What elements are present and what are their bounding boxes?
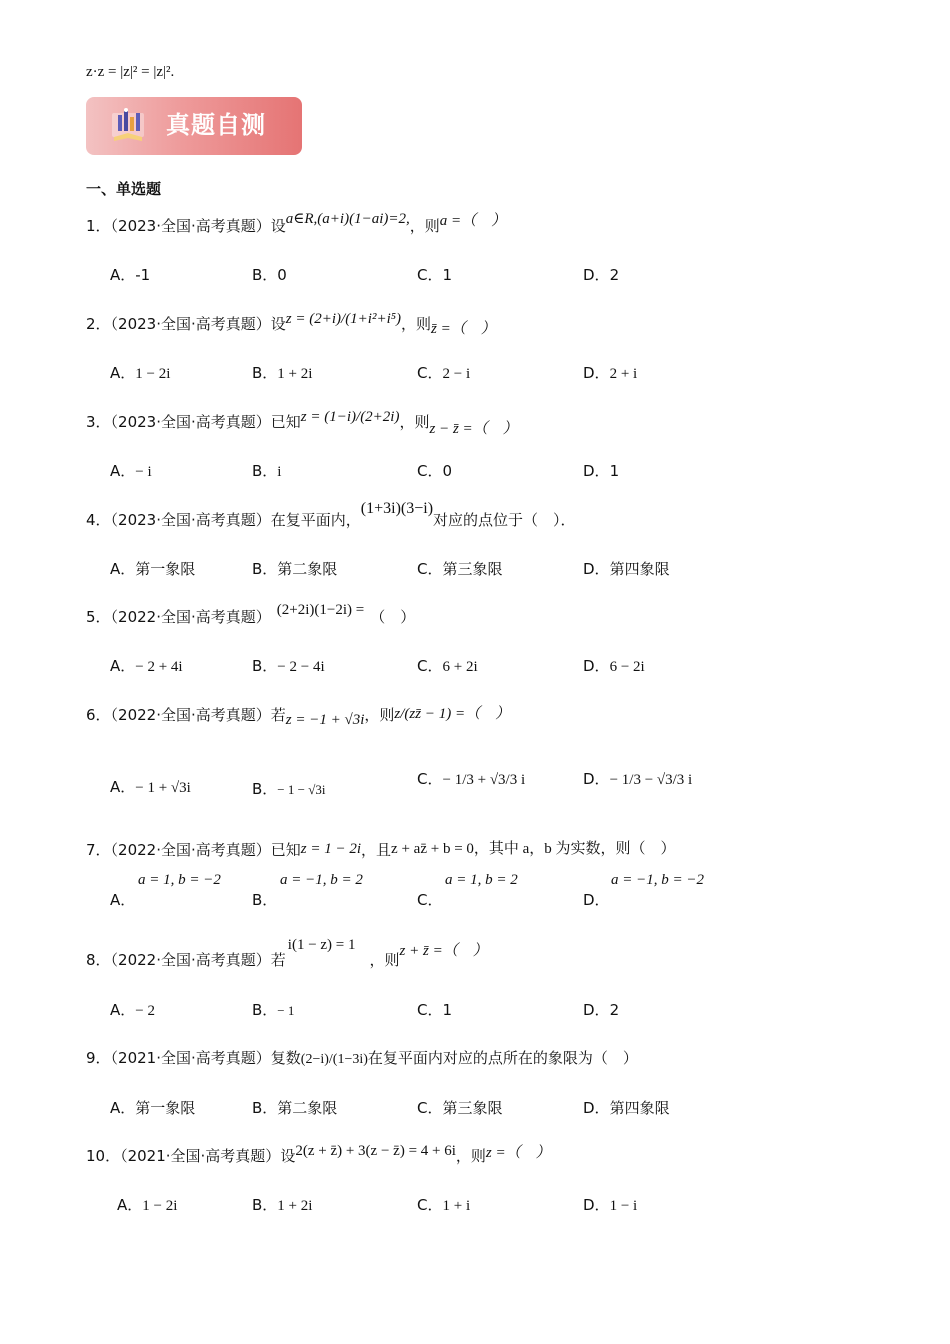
q-expr: 2(z + z̄) + 3(z − z̄) = 4 + 6i (295, 1143, 456, 1159)
option-c[interactable]: C．第三象限 (417, 1099, 503, 1117)
option-b[interactable]: B．1 + 2i (252, 1196, 313, 1214)
option-d[interactable]: D．1 (583, 462, 620, 480)
option-d[interactable]: D．6 − 2i (583, 657, 645, 675)
option-a[interactable]: A．第一象限 (110, 560, 196, 578)
option-a[interactable]: A．− 2 + 4i (110, 657, 183, 675)
option-c[interactable]: C．第三象限 (417, 560, 503, 578)
option-a[interactable]: A．− 1 + √3i (110, 778, 191, 796)
option-a[interactable]: A．1 − 2i (117, 1196, 178, 1214)
question-6: 6．（2022·全国·高考真题）若z = −1 + √3i，则z/(zz̄ − 1) =（ ） (86, 706, 511, 728)
option-a[interactable]: A．1 − 2i (110, 364, 171, 382)
question-3: 3．（2023·全国·高考真题）已知z = (1−i)/(2+2i)，则z − z̄ =（ ） (86, 409, 518, 437)
option-a[interactable]: A．第一象限 (110, 1099, 196, 1117)
q-expr: a∈R,(a+i)(1−ai)=2, (285, 211, 410, 227)
question-10: 10．（2021·全国·高考真题）设2(z + z̄) + 3(z − z̄) = 4 + 6i，则z =（ ） (86, 1143, 551, 1165)
option-c[interactable]: C．2 − i (417, 364, 471, 382)
option-b[interactable]: B．i (252, 462, 282, 480)
question-9: 9．（2021·全国·高考真题）复数(2−i)/(1−3i)在复平面内对应的点所在的象限为（ ） (86, 1049, 638, 1067)
q-expr: z = (1−i)/(2+2i) (300, 409, 400, 425)
option-a[interactable]: A．− i (110, 462, 152, 480)
option-d[interactable]: D．第四象限 (583, 1099, 670, 1117)
q-num: 1． (86, 217, 111, 235)
q-expr: i(1 − z) = 1 (287, 937, 356, 953)
option-c[interactable]: a = 1, b = 2 C． (417, 872, 518, 909)
option-c[interactable]: C．1 (417, 1001, 453, 1019)
q-expr: z = (2+i)/(1+i²+i⁵) (285, 311, 401, 327)
question-5: 5．（2022·全国·高考真题） (2+2i)(1−2i) = （ ） (86, 602, 416, 626)
question-7: 7．（2022·全国·高考真题）已知z = 1 − 2i，且z + az̄ + b = 0，其中 a，b 为实数，则（ ） (86, 841, 676, 859)
option-d[interactable]: D．2 (583, 1001, 620, 1019)
section-title: 一、单选题 (86, 180, 162, 198)
option-a[interactable]: a = 1, b = −2 A． (110, 872, 221, 909)
q-expr: (2−i)/(1−3i) (300, 1052, 368, 1067)
question-4: 4．（2023·全国·高考真题）在复平面内，(1+3i)(3−i)对应的点位于（ ）． (86, 500, 576, 529)
option-c[interactable]: C．6 + 2i (417, 657, 478, 675)
option-b[interactable]: B．− 1 (252, 1001, 295, 1019)
top-formula: z·z = |z|² = |z|². (86, 64, 175, 80)
question-1: 1．（2023·全国·高考真题）设a∈R,(a+i)(1−ai)=2,，则a =（ ） (86, 211, 507, 235)
option-a[interactable]: A．-1 (110, 266, 151, 284)
option-b[interactable]: B．1 + 2i (252, 364, 313, 382)
option-d[interactable]: D．− 1/3 − √3/3 i (583, 770, 693, 788)
option-b[interactable]: B．− 2 − 4i (252, 657, 325, 675)
question-8: 8．（2022·全国·高考真题）若i(1 − z) = 1，则z + z̄ =（ ） (86, 937, 488, 969)
q-expr: (2+2i)(1−2i) = (276, 602, 365, 618)
option-d[interactable]: D．第四象限 (583, 560, 670, 578)
option-d[interactable]: a = −1, b = −2 D． (583, 872, 704, 909)
q-expr: z = 1 − 2i (300, 841, 362, 857)
option-b[interactable]: B．第二象限 (252, 560, 338, 578)
section-banner (86, 97, 302, 155)
option-d[interactable]: D．1 − i (583, 1196, 638, 1214)
option-c[interactable]: C．1 (417, 266, 453, 284)
option-b[interactable]: B．0 (252, 266, 287, 284)
option-a[interactable]: A．− 2 (110, 1001, 155, 1019)
option-c[interactable]: C．− 1/3 + √3/3 i (417, 770, 526, 788)
option-b[interactable]: a = −1, b = 2 B． (252, 872, 363, 909)
option-d[interactable]: D．2 (583, 266, 620, 284)
option-b[interactable]: B．第二象限 (252, 1099, 338, 1117)
q-expr: (1+3i)(3−i) (360, 500, 434, 517)
option-c[interactable]: C．0 (417, 462, 453, 480)
q-expr: z = −1 + √3i (285, 712, 365, 728)
option-d[interactable]: D．2 + i (583, 364, 638, 382)
q-source: （2023·全国·高考真题） (110, 217, 271, 235)
option-c[interactable]: C．1 + i (417, 1196, 471, 1214)
option-b[interactable]: B．− 1 − √3i (252, 780, 326, 798)
banner-title: 真题自测 (166, 111, 266, 139)
book-icon (108, 107, 148, 145)
question-2: 2．（2023·全国·高考真题）设z = (2+i)/(1+i²+i⁵)，则z̄ =（ ） (86, 311, 496, 337)
